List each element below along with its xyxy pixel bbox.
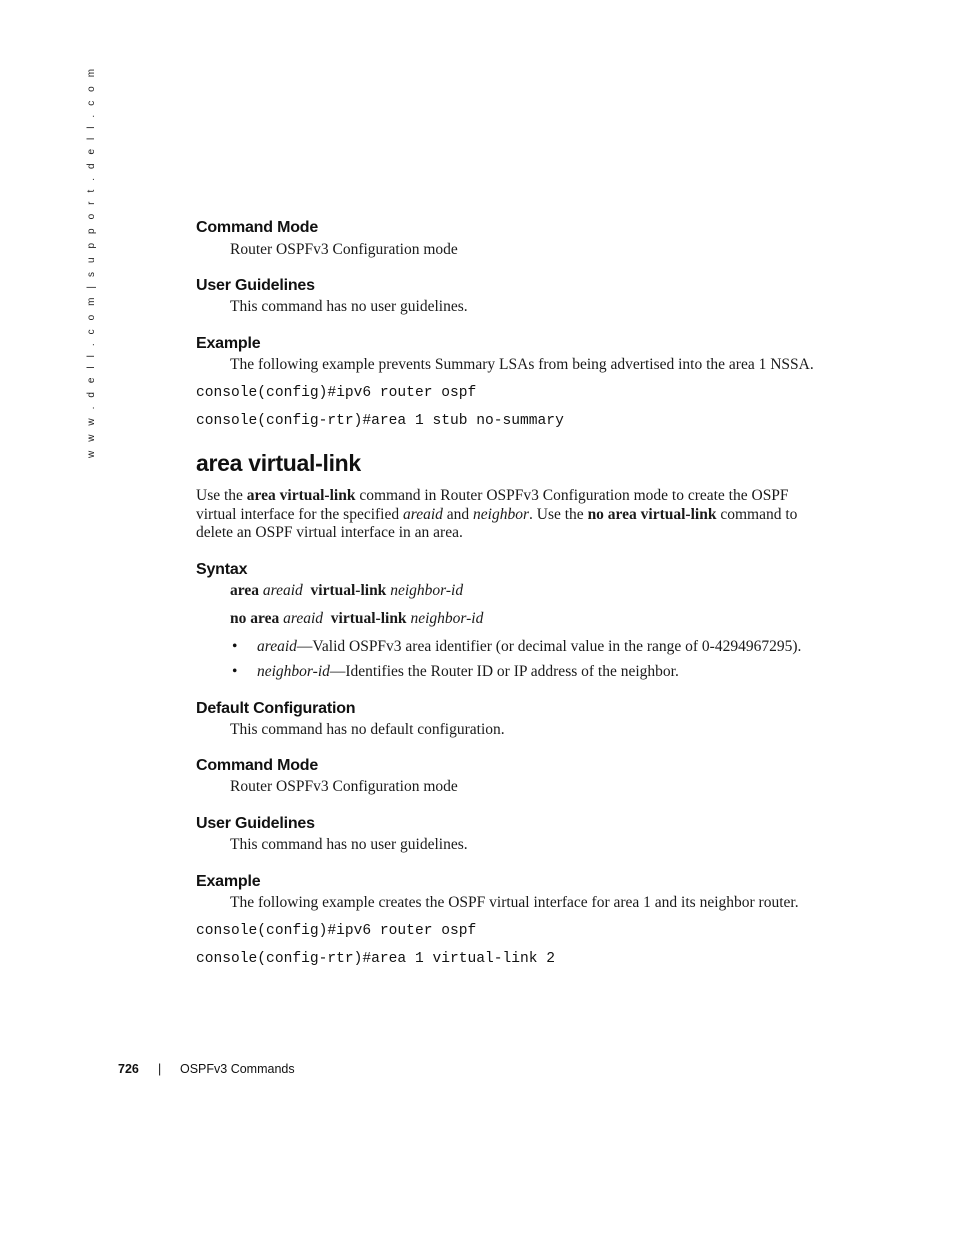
footer-separator: | — [158, 1062, 162, 1076]
user-guidelines-heading: User Guidelines — [196, 815, 315, 832]
example-text: The following example creates the OSPF virtual interface for area 1 and its neighbor router. — [230, 894, 799, 911]
example-heading: Example — [196, 873, 261, 890]
bullet-term: neighbor-id — [257, 663, 330, 680]
bullet-desc: —Valid OSPFv3 area identifier (or decimal value in the range of 0-4294967295). — [296, 638, 802, 655]
syntax-line — [230, 610, 483, 628]
section-title: area virtual-link — [196, 450, 361, 476]
bullet-term: areaid — [257, 638, 297, 655]
chapter-title: OSPFv3 Commands — [180, 1062, 295, 1076]
bullet-marker: • — [232, 638, 238, 655]
code-line: console(config)#ipv6 router ospf — [196, 923, 477, 939]
command-mode-heading: Command Mode — [196, 757, 319, 774]
intro-text: command in Router OSPFv3 Configuration mode to create the OSPF virtual interface for the specified — [196, 487, 789, 523]
code-line: console(config-rtr)#area 1 virtual-link 2 — [196, 951, 556, 967]
intro-text: Use the — [196, 487, 247, 504]
code-line: console(config-rtr)#area 1 stub no-summary — [196, 413, 564, 429]
command-keyword: area virtual-link — [246, 487, 356, 504]
user-guidelines-heading: User Guidelines — [196, 277, 315, 294]
syntax-keyword: no area — [230, 610, 280, 627]
code-line: console(config)#ipv6 router ospf — [196, 385, 477, 401]
syntax-argument: neighbor-id — [390, 582, 464, 599]
syntax-argument: areaid — [283, 610, 324, 627]
user-guidelines-text: This command has no user guidelines. — [230, 298, 468, 315]
command-mode-text: Router OSPFv3 Configuration mode — [230, 778, 458, 795]
syntax-line — [230, 582, 463, 600]
bullet-marker: • — [232, 663, 238, 680]
syntax-keyword: virtual-link — [310, 582, 387, 599]
default-config-heading: Default Configuration — [196, 700, 356, 717]
command-keyword: no area virtual-link — [587, 505, 717, 523]
intro-text: command to delete an OSPF virtual interface in an area. — [196, 505, 798, 541]
intro-paragraph — [196, 487, 806, 543]
intro-text: . Use the — [529, 505, 588, 523]
side-url-text: w w w . d e l l . c o m | s u p p o r t . d e l l . c o m — [86, 65, 97, 458]
bullet-item — [257, 638, 801, 656]
intro-text: and — [442, 505, 474, 523]
example-text: The following example prevents Summary LSAs from being advertised into the area 1 NSSA. — [230, 356, 814, 373]
argument-term: areaid — [403, 505, 443, 523]
default-config-text: This command has no default configuration. — [230, 721, 505, 738]
syntax-keyword: area — [230, 582, 259, 599]
user-guidelines-text: This command has no user guidelines. — [230, 836, 468, 853]
page-number: 726 — [118, 1062, 139, 1076]
bullet-desc: —Identifies the Router ID or IP address of the neighbor. — [329, 663, 679, 680]
argument-term: neighbor — [473, 505, 530, 523]
syntax-heading: Syntax — [196, 561, 248, 578]
syntax-keyword: virtual-link — [330, 610, 407, 627]
command-mode-text: Router OSPFv3 Configuration mode — [230, 241, 458, 258]
bullet-item — [257, 663, 679, 681]
syntax-argument: neighbor-id — [410, 610, 484, 627]
syntax-argument: areaid — [262, 582, 303, 599]
example-heading: Example — [196, 335, 261, 352]
command-mode-heading: Command Mode — [196, 219, 319, 236]
